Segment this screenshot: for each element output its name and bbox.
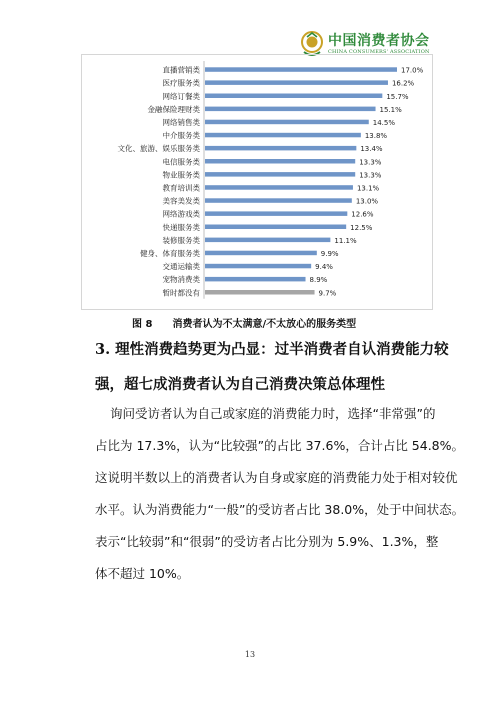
bar [205,251,317,256]
paragraph-line: 询问受访者认为自己或家庭的消费能力时，选择“非常强”的 [110,406,436,421]
figure-caption [132,315,356,330]
category-label: 网络订餐类 [162,91,200,101]
bar [205,211,347,216]
service-complaint-chart [81,54,433,310]
figure-title: 消费者认为不太满意/不太放心的服务类型 [172,319,357,330]
data-label: 12.5% [350,223,373,232]
category-label: 美容美发类 [162,196,200,206]
data-label: 13.3% [359,158,382,167]
category-label: 网络销售类 [162,117,200,127]
page-number: 13 [244,650,256,659]
category-label: 教育培训类 [162,183,200,193]
category-label: 健身、体育服务类 [140,248,200,258]
category-label: 中介服务类 [162,131,200,141]
category-label: 装修服务类 [162,235,200,245]
data-label: 9.7% [318,289,337,298]
data-label: 12.6% [351,210,374,219]
paragraph-line: 占比为 17.3%，认为“比较强”的占比 37.6%，合计占比 54.8%。 [95,438,465,453]
bar [205,133,361,138]
data-label: 13.3% [359,171,382,180]
bar [205,159,355,164]
bar [205,67,397,72]
bar [205,107,376,112]
paragraph-line: 表示“比较弱”和“很弱”的受访者占比分别为 5.9%、1.3%，整 [95,534,439,549]
category-label: 金融保险理财类 [147,104,200,114]
bar [205,172,355,177]
bar [205,120,369,125]
data-label: 9.4% [315,263,333,272]
category-label: 网络游戏类 [162,209,200,219]
section-heading-line-2: 强，超七成消费者认为自己消费决策总体理性 [95,376,385,393]
bar [205,264,311,269]
section-heading-line-1: 3. 理性消费趋势更为凸显：过半消费者自认消费能力较 [95,341,449,358]
data-label: 15.1% [379,105,402,114]
category-label: 宠物消费类 [162,275,200,285]
bar [205,277,306,282]
bar-chart-svg [82,55,432,309]
bar [205,290,315,295]
paragraph-line: 水平。认为消费能力“一般”的受访者占比 38.0%，处于中间状态。 [95,502,465,517]
category-label: 快递服务类 [162,222,200,232]
org-name-en: CHINA CONSUMERS' ASSOCIATION [328,49,430,55]
data-label: 13.4% [360,145,383,154]
bar [205,94,382,99]
data-label: 11.1% [334,236,357,245]
paragraph-line: 体不超过 10%。 [95,566,190,581]
data-label: 14.5% [372,118,396,127]
figure-number: 图 8 [132,319,153,330]
bar [205,198,352,203]
data-label: 8.9% [309,276,328,285]
org-name: 中国消费者协会 [328,33,430,49]
category-label: 文化、旅游、娱乐服务类 [117,144,200,154]
bar [205,185,353,190]
category-label: 交通运输类 [162,262,200,272]
data-label: 17.0% [401,66,424,75]
bar [205,238,330,243]
bar [205,80,388,85]
category-label: 电信服务类 [162,157,200,167]
bar [205,225,346,230]
data-label: 13.8% [364,132,388,141]
data-label: 15.7% [386,92,409,101]
category-label: 医疗服务类 [162,78,200,88]
data-label: 13.0% [355,197,379,206]
data-label: 9.9% [320,249,339,258]
category-label: 暂时都没有 [162,288,200,298]
data-label: 13.1% [356,184,380,193]
category-label: 物业服务类 [162,170,200,180]
data-label: 16.2% [391,79,415,88]
bar [205,146,356,151]
category-label: 直播营销类 [162,65,200,75]
paragraph-line: 这说明半数以上的消费者认为自身或家庭的消费能力处于相对较优 [95,470,458,485]
